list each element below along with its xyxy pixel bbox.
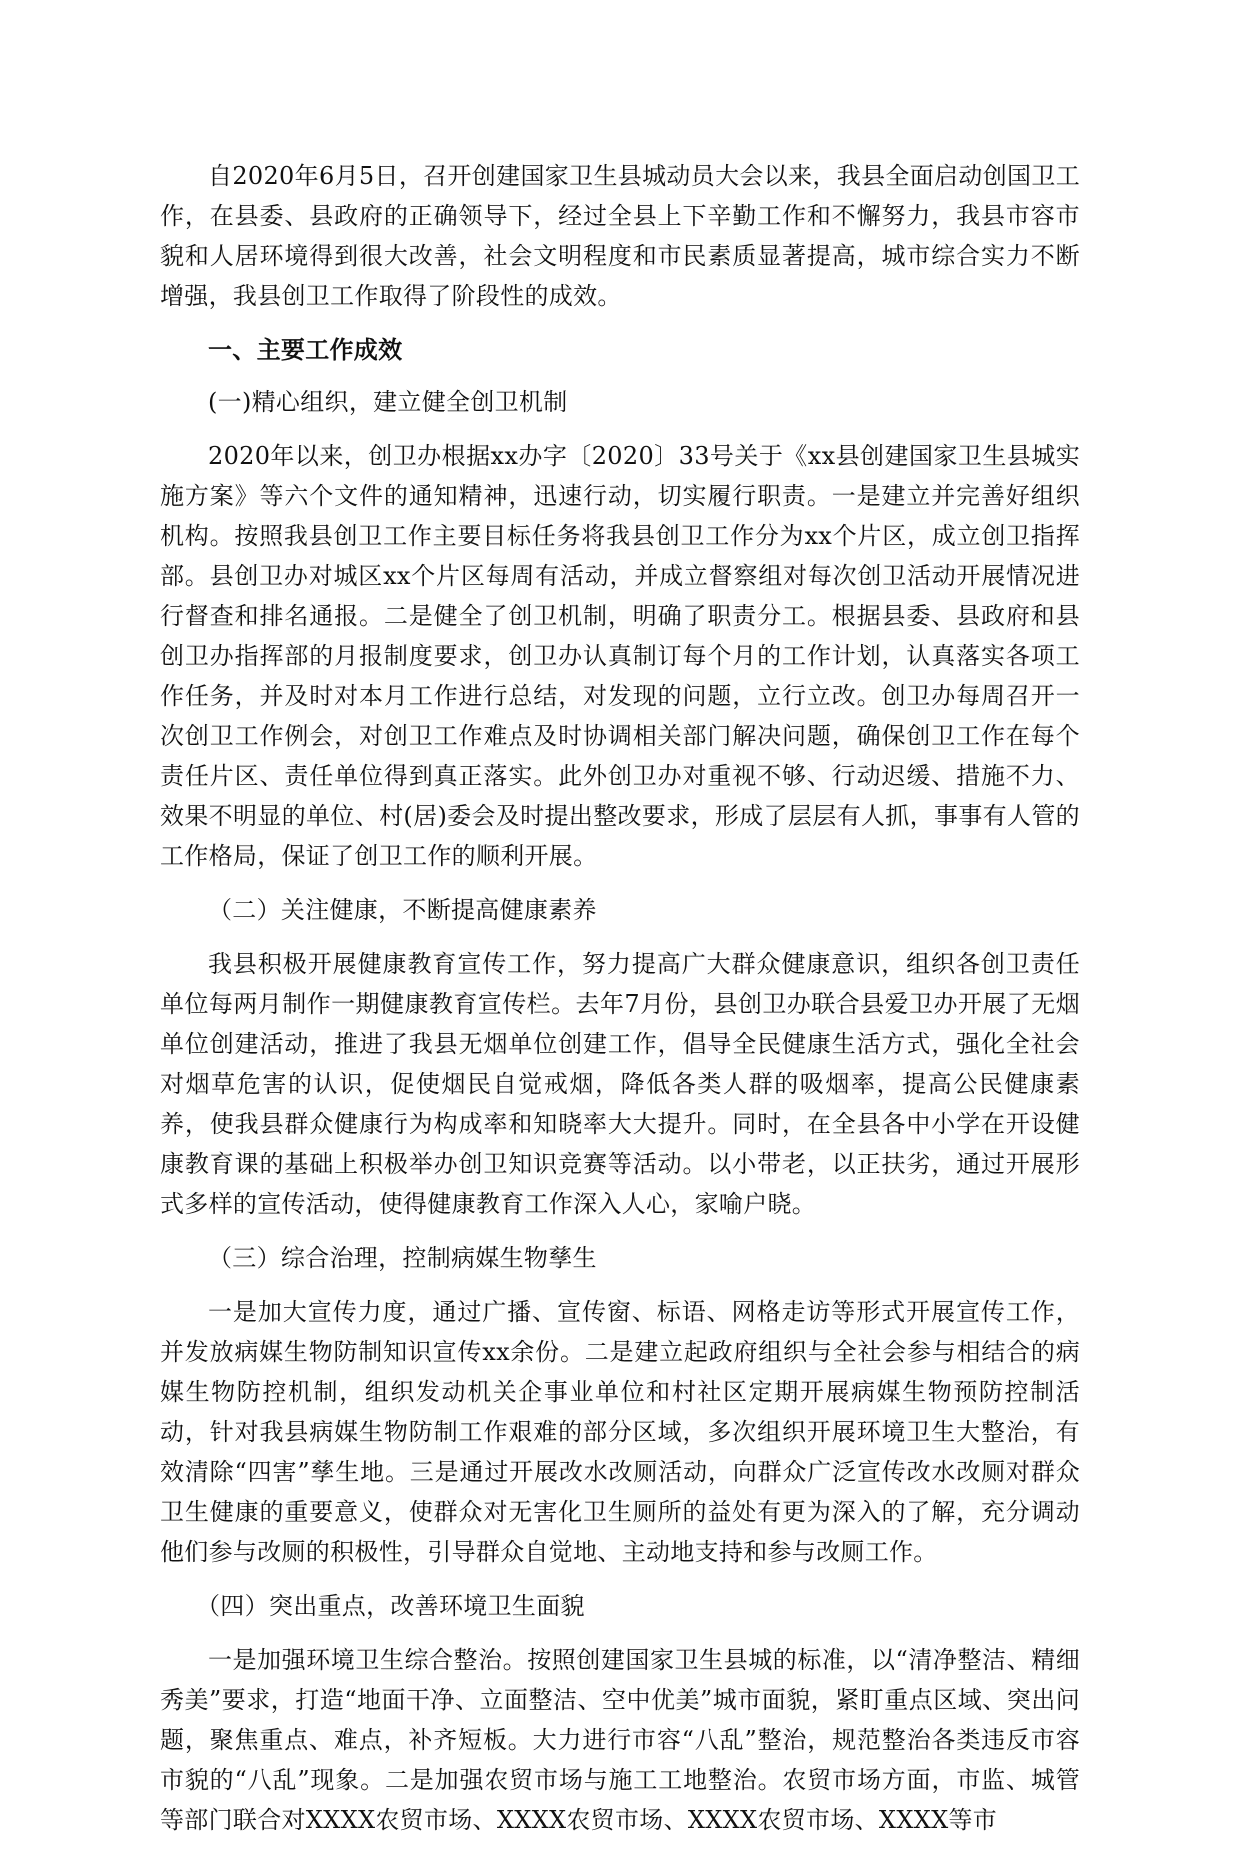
subsection-heading-2: （二）关注健康，不断提高健康素养 (208, 896, 597, 924)
subsection-heading-4: （四）突出重点，改善环境卫生面貌 (196, 1592, 585, 1620)
intro-paragraph: 自2020年6月5日，召开创建国家卫生县城动员大会以来，我县全面启动创国卫工作，在县委、县政府的正确领导下，经过全县上下辛勤工作和不懈努力，我县市容市貌和人居环境得到很大改善，社会文明程度和市民素质显著提高，城市综合实力不断增强，我县创卫工作取得了阶段性的成效。 (160, 162, 1080, 310)
paragraph-health: 我县积极开展健康教育宣传工作，努力提高广大群众健康意识，组织各创卫责任单位每两月制作一期健康教育宣传栏。去年7月份，县创卫办联合县爱卫办开展了无烟单位创建活动，推进了我县无烟单位创建工作，倡导全民健康生活方式，强化全社会对烟草危害的认识，促使烟民自觉戒烟，降低各类人群的吸烟率，提高公民健康素养，使我县群众健康行为构成率和知晓率大大提升。同时，在全县各中小学在开设健康教育课的基础上积极举办创卫知识竞赛等活动。以小带老，以正扶劣，通过开展形式多样的宣传活动，使得健康教育工作深入人心，家喻户晓。 (160, 950, 1080, 1218)
paragraph-vector-control: 一是加大宣传力度，通过广播、宣传窗、标语、网格走访等形式开展宣传工作，并发放病媒生物防制知识宣传xx余份。二是建立起政府组织与全社会参与相结合的病媒生物防控机制，组织发动机关企事业单位和村社区定期开展病媒生物预防控制活动，针对我县病媒生物防制工作艰难的部分区域，多次组织开展环境卫生大整治，有效清除“四害”孳生地。三是通过开展改水改厕活动，向群众广泛宣传改水改厕对群众卫生健康的重要意义，使群众对无害化卫生厕所的益处有更为深入的了解，充分调动他们参与改厕的积极性，引导群众自觉地、主动地支持和参与改厕工作。 (160, 1298, 1080, 1566)
subsection-heading-3: （三）综合治理，控制病媒生物孳生 (208, 1244, 597, 1272)
document-body (160, 156, 1080, 1854)
paragraph-environment: 一是加强环境卫生综合整治。按照创建国家卫生县城的标准，以“清净整洁、精细秀美”要求，打造“地面干净、立面整洁、空中优美”城市面貌，紧盯重点区域、突出问题，聚焦重点、难点，补齐短板。大力进行市容“八乱”整治，规范整治各类违反市容市貌的“八乱”现象。二是加强农贸市场与施工工地整治。农贸市场方面，市监、城管等部门联合对XXXX农贸市场、XXXX农贸市场、XXXX农贸市场、XXXX等市 (160, 1646, 1080, 1834)
paragraph-organization: 2020年以来，创卫办根据xx办字〔2020〕33号关于《xx县创建国家卫生县城实施方案》等六个文件的通知精神，迅速行动，切实履行职责。一是建立并完善好组织机构。按照我县创卫工作主要目标任务将我县创卫工作分为xx个片区，成立创卫指挥部。县创卫办对城区xx个片区每周有活动，并成立督察组对每次创卫活动开展情况进行督查和排名通报。二是健全了创卫机制，明确了职责分工。根据县委、县政府和县创卫办指挥部的月报制度要求，创卫办认真制订每个月的工作计划，认真落实各项工作任务，并及时对本月工作进行总结，对发现的问题，立行立改。创卫办每周召开一次创卫工作例会，对创卫工作难点及时协调相关部门解决问题，确保创卫工作在每个责任片区、责任单位得到真正落实。此外创卫办对重视不够、行动迟缓、措施不力、效果不明显的单位、村(居)委会及时提出整改要求，形成了层层有人抓，事事有人管的工作格局，保证了创卫工作的顺利开展。 (160, 442, 1080, 870)
section-heading-main-results: 一、主要工作成效 (208, 335, 403, 364)
subsection-heading-1: (一)精心组织，建立健全创卫机制 (208, 388, 568, 416)
